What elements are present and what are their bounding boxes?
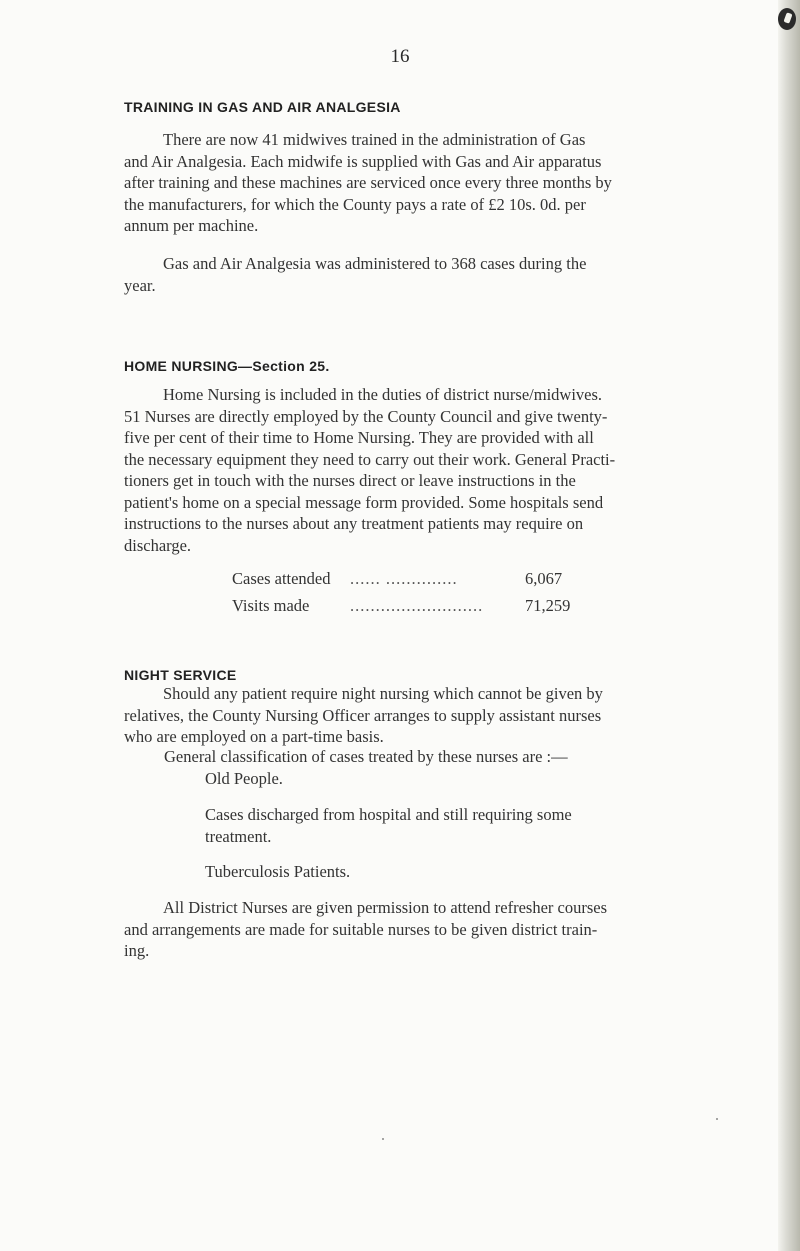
text-line: year. (124, 275, 156, 295)
classification-item: treatment. (205, 827, 272, 846)
text-line: All District Nurses are given permission to attend refresher courses (163, 898, 607, 917)
classification-item: Cases discharged from hospital and still requiring some (205, 805, 572, 824)
scan-speck (382, 1138, 384, 1140)
text-line: discharge. (124, 535, 192, 555)
text-line: There are now 41 midwives trained in the administration of Gas (163, 130, 586, 149)
night-service-paragraph-2 (124, 897, 764, 962)
text-line: who are employed on a part-time basis. (124, 727, 384, 746)
stat-value: 6,067 (525, 569, 563, 588)
text-line: Home Nursing is included in the duties of district nurse/midwives. (163, 385, 603, 404)
text-line: and Air Analgesia. Each midwife is supplied with Gas and Air apparatus (124, 151, 602, 171)
training-paragraph (124, 129, 764, 237)
classification-intro: General classification of cases treated by these nurses are :— (164, 747, 568, 766)
text-line: tioners get in touch with the nurses direct or leave instructions in the (124, 471, 576, 490)
text-line: annum per machine. (124, 216, 259, 235)
text-line: relatives, the County Nursing Officer arranges to supply assistant nurses (124, 705, 602, 725)
text-line: ing. (124, 941, 150, 960)
heading-training: TRAINING IN GAS AND AIR ANALGESIA (124, 99, 401, 115)
stat-cases-attended (232, 569, 562, 589)
stat-label: Cases attended (232, 569, 331, 588)
stat-value: 71,259 (525, 596, 571, 615)
text-line: after training and these machines are serviced once every three months by (124, 173, 612, 192)
scan-edge (778, 0, 800, 1251)
classification-item: Tuberculosis Patients. (205, 862, 351, 881)
text-line: the manufacturers, for which the County pays a rate of £2 10s. 0d. per (124, 194, 586, 214)
text-line: 51 Nurses are directly employed by the County Council and give twenty- (124, 406, 608, 426)
text-line: five per cent of their time to Home Nursing. They are provided with all (124, 428, 594, 447)
stat-visits-made (232, 596, 570, 616)
page-number: 16 (390, 46, 410, 67)
text-line: Should any patient require night nursing which cannot be given by (163, 684, 603, 703)
text-line: the necessary equipment they need to carry out their work. General Practi- (124, 449, 616, 469)
binding-hole-mark (778, 8, 796, 30)
text-line: Gas and Air Analgesia was administered to 368 cases during the (163, 254, 587, 273)
text-line: instructions to the nurses about any treatment patients may require on (124, 514, 584, 533)
heading-night-service: NIGHT SERVICE (124, 667, 237, 683)
scan-speck (716, 1118, 718, 1120)
home-nursing-paragraph (124, 384, 764, 556)
classification-item: Old People. (205, 769, 283, 788)
text-line: patient's home on a special message form provided. Some hospitals send (124, 492, 604, 512)
training-paragraph-2 (124, 253, 764, 296)
text-line: and arrangements are made for suitable nurses to be given district train- (124, 919, 598, 939)
night-service-paragraph (124, 683, 764, 748)
leader-dots: ...... .............. (350, 569, 458, 588)
heading-home-nursing: HOME NURSING—Section 25. (124, 358, 330, 374)
stat-label: Visits made (232, 596, 310, 615)
leader-dots: .......................... (350, 596, 484, 615)
